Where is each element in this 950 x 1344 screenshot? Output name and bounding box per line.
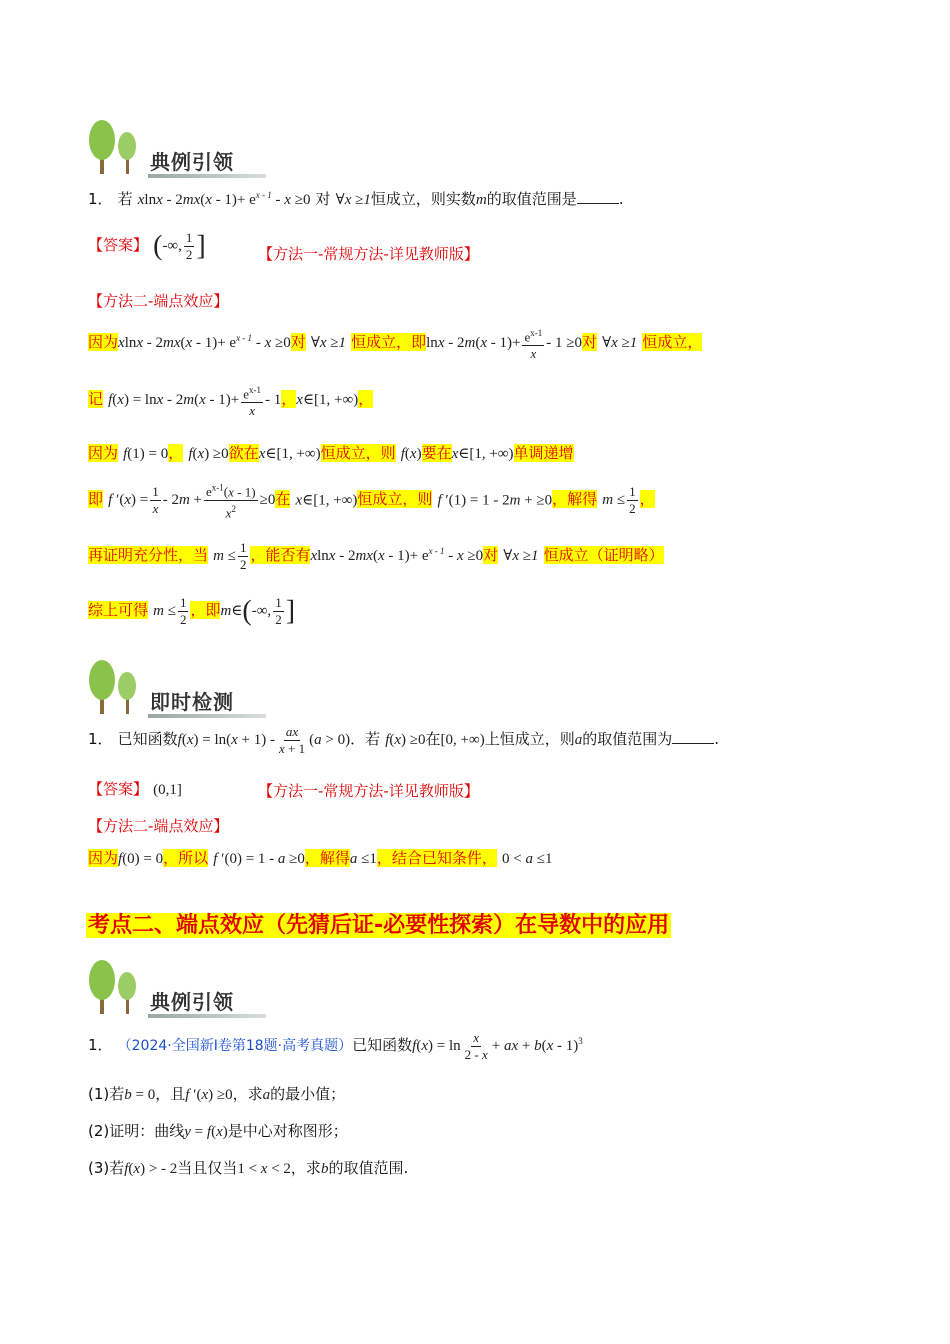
- answer-2: 【答案】 (0,1]: [88, 780, 182, 798]
- solution-line-2: 记 f(x) = lnx - 2m(x - 1)+ $\frac{e^{x-1}}{x}$ - 1，x∈[1, +∞)，: [88, 382, 373, 419]
- section-header-check: [88, 658, 268, 722]
- question-3-part-1: (1)若b = 0，且f ′(x) ≥0，求a的最小值；: [88, 1085, 346, 1103]
- header-underline: [148, 714, 266, 718]
- header-label: 典例引领: [150, 990, 234, 1014]
- answer-blank: [577, 189, 619, 204]
- answer-tag: 【答案】: [88, 235, 149, 254]
- section-header-example-2: [88, 958, 268, 1022]
- header-underline: [148, 1014, 266, 1018]
- solution-line-q2: 因为f(0) = 0，所以 f ′(0) = 1 - a ≥0，解得a ≤1，结合已知条件， 0 < a ≤1: [88, 849, 553, 867]
- question-1: 1． 若 $xlnx - 2mx(x - 1)+ e^{x - 1} - x \ge 0$ 对 ∀x ≥1恒成立，则实数m的取值范围是 .: [88, 190, 624, 208]
- question-source: （2024·全国新Ⅰ卷第18题·高考真题）: [117, 1037, 353, 1054]
- method-1-label: 【方法一-常规方法-详见教师版】: [258, 782, 479, 800]
- solution-line-5: 再证明充分性，当 m ≤ $\frac{1}{2}$ ，能否有$xlnx - 2mx(x - 1)+ e^{x - 1} - x \ge 0$对 ∀x ≥1 恒成立（证明略）: [88, 540, 664, 572]
- tree-icon: [88, 118, 148, 178]
- question-3-part-3: (3)若f(x) > - 2当且仅当1 < x < 2，求b的取值范围.: [88, 1159, 409, 1177]
- answer-interval: (-∞, $\frac{1}{2}$ ]: [153, 230, 206, 262]
- solution-line-4: 即 f ′(x) = $\frac{1}{x}$ - 2m + $\frac{e^{x-1}(x - 1)}{x^2}$ ≥0在 x∈[1, +∞)恒成立，则 f ′(1) = 1 - 2m + ≥0，解得 m ≤ $\frac{1}{2}$ ，: [88, 480, 655, 522]
- header-label: 即时检测: [150, 690, 234, 714]
- math-inequality: $xlnx - 2mx(x - 1)+ e^{x - 1} - x \ge 0$: [137, 190, 311, 208]
- question-number: 1．: [88, 190, 113, 208]
- tree-icon: [88, 958, 148, 1018]
- solution-line-3: 因为 f(1) = 0， f(x) ≥0欲在x∈[1, +∞)恒成立，则 f(x)要在x∈[1, +∞)单调递增: [88, 444, 574, 462]
- answer-blank: [672, 729, 714, 744]
- method-1-label: 【方法一-常规方法-详见教师版】: [258, 245, 479, 263]
- header-underline: [148, 174, 266, 178]
- method-2-label: 【方法二-端点效应】: [88, 817, 229, 835]
- tree-icon: [88, 658, 148, 718]
- section-2-title: 考点二、端点效应（先猜后证-必要性探索）在导数中的应用: [88, 913, 670, 938]
- section-header-example: [88, 118, 268, 182]
- header-label: 典例引领: [150, 150, 234, 174]
- question-text: 若: [117, 190, 133, 208]
- question-3: 1． （2024·全国新Ⅰ卷第18题·高考真题）已知函数f(x) = ln $\frac{x}{2 - x}$ + ax + b(x - 1)$^3$: [88, 1030, 583, 1062]
- method-2-label: 【方法二-端点效应】: [88, 292, 229, 310]
- solution-line-6: 综上可得 m ≤ $\frac{1}{2}$ ，即m∈(-∞, $\frac{1}{2}$ ]: [88, 595, 296, 627]
- question-3-part-2: (2)证明：曲线y = f(x)是中心对称图形；: [88, 1122, 348, 1140]
- answer-1: [88, 230, 206, 263]
- solution-line-1: 因为$xlnx - 2mx(x - 1)+ e^{x - 1} - x \ge 0$对 ∀x ≥1 恒成立，即lnx - 2m(x - 1)+ $\frac{e^{x-1}}{x}$ - 1 ≥0对 ∀x ≥1 恒成立，: [88, 325, 702, 362]
- question-2: 1． 已知函数f(x) = ln(x + 1) - $\frac{ax}{x + 1}$ (a > 0)．若 f(x) ≥0在[0, +∞)上恒成立，则a的取值范围为 .: [88, 724, 720, 756]
